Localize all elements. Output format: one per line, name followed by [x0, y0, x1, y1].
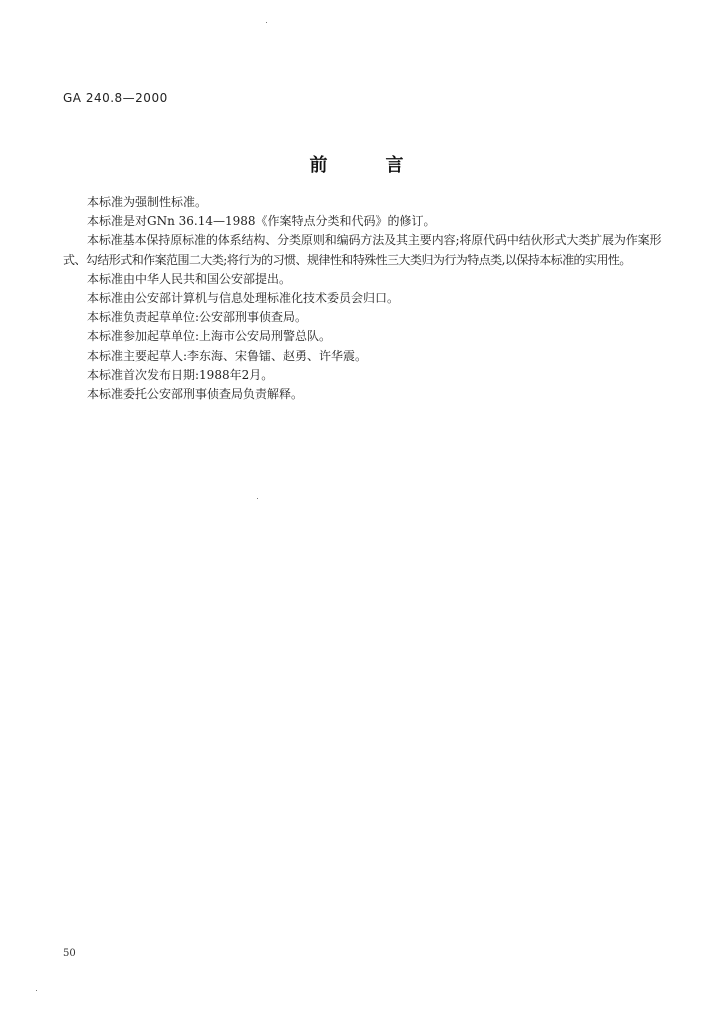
paragraph-mandatory: 本标准为强制性标准。 — [87, 195, 208, 209]
paragraph-participating-unit: 本标准参加起草单位:上海市公安局刑警总队。 — [87, 329, 332, 344]
paragraph-structure: 本标准基本保持原标准的体系结构、分类原则和编码方法及其主要内容;将原代码中结伙形式大类扩展为作案形式、勾结形式和作案范围二大类;将行为的习惯、规律性和特殊性三大类归为行为特点类,以保持本标准的实用性。 — [63, 233, 661, 267]
paragraph-revision: 本标准是对GNn 36.14—1988《作案特点分类和代码》的修订。 — [87, 214, 436, 229]
page-number: 50 — [63, 948, 76, 959]
scan-speck — [266, 22, 267, 23]
paragraph-proposer: 本标准由中华人民共和国公安部提出。 — [87, 271, 292, 286]
paragraph-centralized-by: 本标准由公安部计算机与信息处理标准化技术委员会归口。 — [87, 291, 400, 306]
title-char-qian: 前 — [309, 155, 328, 176]
standard-code: GA 240.8—2000 — [63, 91, 168, 105]
paragraph-drafting-unit: 本标准负责起草单位:公安部刑事侦查局。 — [87, 310, 308, 325]
foreword-body — [63, 193, 661, 404]
title-char-yan: 言 — [385, 155, 404, 176]
scan-speck — [257, 498, 258, 499]
paragraph-interpretation: 本标准委托公安部刑事侦查局负责解释。 — [87, 387, 304, 402]
paragraph-first-release: 本标准首次发布日期:1988年2月。 — [87, 367, 274, 382]
scan-speck — [36, 990, 37, 991]
paragraph-drafters: 本标准主要起草人:李东海、宋鲁镭、赵勇、许华震。 — [87, 348, 368, 363]
page-title — [0, 151, 713, 177]
